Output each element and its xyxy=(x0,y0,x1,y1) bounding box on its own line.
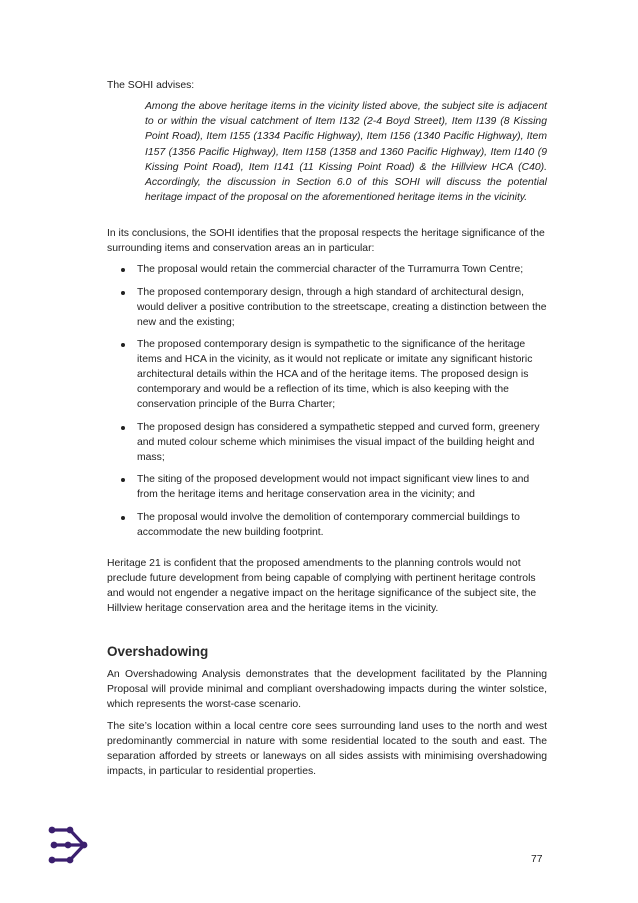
list-item: The proposed contemporary design is sympathetic to the significance of the heritage items and HCA in the vicinity, as it would not replicate or imitate any significant historic architectural details within the HCA and of the heritage items. The proposed design is contemporary and would be a reflection of its time, which is also keeping with the conservation principle of the Burra Charter; xyxy=(107,337,547,412)
section-heading: Overshadowing xyxy=(107,644,209,659)
overshadowing-paragraph-1: An Overshadowing Analysis demonstrates that the development facilitated by the Planning Proposal will provide minimal and compliant overshadowing impacts during the winter solstice, which represents the worst-case scenario. xyxy=(107,669,547,710)
list-item: The proposal would retain the commercial character of the Turramurra Town Centre; xyxy=(107,262,547,277)
conclusion-list xyxy=(107,262,547,547)
page-number: 77 xyxy=(531,854,543,865)
list-item: The proposal would involve the demolition of contemporary commercial buildings to accommodate the new building footprint. xyxy=(107,510,547,540)
overshadowing-paragraph-2: The site’s location within a local centre core sees surrounding land uses to the north and west predominantly commercial in nature with some residential located to the south and east. The separation afforded by streets or laneways on all sides assists with minimising overshadowing impacts, in particular to residential properties. xyxy=(107,721,547,777)
brand-logo-icon xyxy=(48,826,90,864)
sohi-quote: Among the above heritage items in the vicinity listed above, the subject site is adjacent to or within the visual catchment of Item I132 (2-4 Boyd Street), Item I139 (8 Kissing Point Road), Item I155 (1334 Pacific Highway), Item I156 (1340 Pacific Highway), Item I157 (1356 Pacific Highway), Item I158 (1358 and 1360 Pacific Highway), Item I140 (9 Kissing Point Road), Item I141 (11 Kissing Point Road) & the Hillview HCA (C40). Accordingly, the discussion in Section 6.0 of this SOHI will discuss the potential heritage impact of the proposal on the aforementioned heritage items in the vicinity. xyxy=(145,101,547,204)
conclusion-intro: In its conclusions, the SOHI identifies that the proposal respects the heritage significance of the surrounding items and conservation areas an in particular: xyxy=(107,228,545,254)
list-item: The proposed design has considered a sympathetic stepped and curved form, greenery and muted colour scheme which minimises the visual impact of the building height and mass; xyxy=(107,420,547,465)
heritage-paragraph: Heritage 21 is confident that the proposed amendments to the planning controls would not preclude future development from being capable of complying with pertinent heritage controls and would not engender a negative impact on the heritage significance of the subject site, the Hillview heritage conservation area and the heritage items in the vicinity. xyxy=(107,558,537,614)
intro-text: The SOHI advises: xyxy=(107,80,195,91)
list-item: The proposed contemporary design, through a high standard of architectural design, would deliver a positive contribution to the streetscape, creating a distinction between the new and the existing; xyxy=(107,285,547,330)
list-item: The siting of the proposed development would not impact significant view lines to and from the heritage items and heritage conservation area in the vicinity; and xyxy=(107,472,547,502)
